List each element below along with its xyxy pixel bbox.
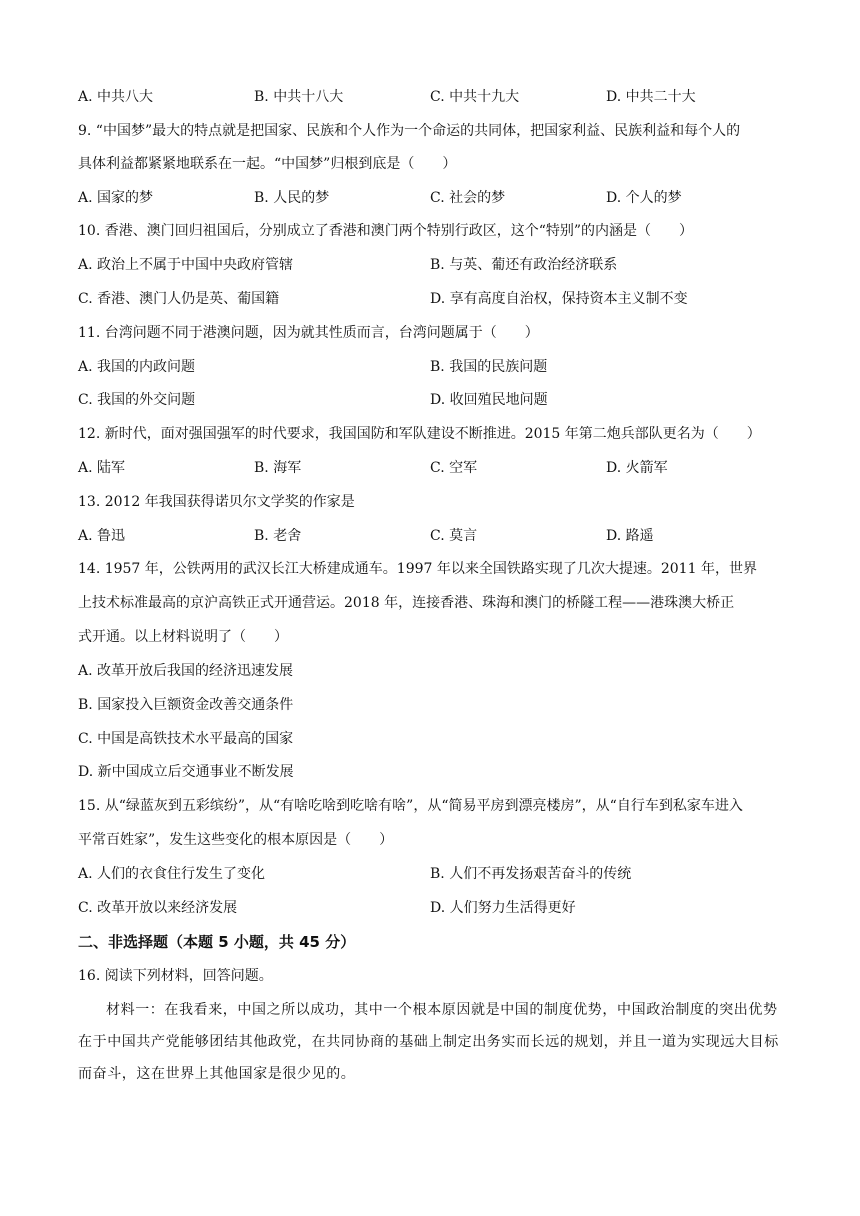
q15-option-b: B. 人们不再发扬艰苦奋斗的传统 bbox=[430, 866, 632, 882]
q13-option-d: D. 路遥 bbox=[606, 528, 654, 544]
q14-stem-line3: 式开通。以上材料说明了（ ） bbox=[78, 629, 288, 645]
q13-option-a: A. 鲁迅 bbox=[78, 528, 126, 544]
q12-option-d: D. 火箭军 bbox=[606, 460, 668, 476]
section-heading: 二、非选择题（本题 5 小题，共 45 分） bbox=[78, 933, 356, 951]
q9-stem-line2: 具体利益都紧紧地联系在一起。“中国梦”归根到底是（ ） bbox=[78, 156, 457, 172]
q9-option-c: C. 社会的梦 bbox=[430, 190, 506, 206]
q15-options-row2 bbox=[78, 898, 778, 918]
q8-option-c: C. 中共十九大 bbox=[430, 89, 520, 105]
q9-option-d: D. 个人的梦 bbox=[606, 190, 682, 206]
q14-option-b: B. 国家投入巨额资金改善交通条件 bbox=[78, 697, 294, 713]
q13-option-b: B. 老舍 bbox=[254, 528, 302, 544]
q16-stem: 16. 阅读下列材料，回答问题。 bbox=[78, 968, 273, 984]
q12-option-b: B. 海军 bbox=[254, 460, 302, 476]
q9-options bbox=[78, 188, 778, 208]
q11-option-d: D. 收回殖民地问题 bbox=[430, 392, 548, 408]
q10-option-b: B. 与英、葡还有政治经济联系 bbox=[430, 257, 618, 273]
q11-stem: 11. 台湾问题不同于港澳问题，因为就其性质而言，台湾问题属于（ ） bbox=[78, 325, 539, 341]
q11-options-row2 bbox=[78, 390, 778, 410]
q14-option-d: D. 新中国成立后交通事业不断发展 bbox=[78, 764, 294, 780]
q10-option-c: C. 香港、澳门人仍是英、葡国籍 bbox=[78, 291, 280, 307]
q9-option-b: B. 人民的梦 bbox=[254, 190, 330, 206]
q13-option-c: C. 莫言 bbox=[430, 528, 478, 544]
q13-options bbox=[78, 526, 778, 546]
q10-options-row1 bbox=[78, 255, 778, 275]
q12-option-a: A. 陆军 bbox=[78, 460, 126, 476]
q16-material-1-text: 材料一：在我看来，中国之所以成功，其中一个根本原因就是中国的制度优势，中国政治制度的突出优势在于中国共产党能够团结其他政党，在共同协商的基础上制定出务实而长远的规划，并且一道为实现远大目标而奋斗，这在世界上其他国家是很少见的。 bbox=[78, 1002, 779, 1082]
q9-stem-line1: 9. “中国梦”最大的特点就是把国家、民族和个人作为一个命运的共同体，把国家利益、民族利益和每个人的 bbox=[78, 123, 741, 139]
q10-option-d: D. 享有高度自治权，保持资本主义制不变 bbox=[430, 291, 688, 307]
q14-option-a: A. 改革开放后我国的经济迅速发展 bbox=[78, 663, 294, 679]
q11-option-b: B. 我国的民族问题 bbox=[430, 359, 548, 375]
q15-stem-line1: 15. 从“绿蓝灰到五彩缤纷”，从“有啥吃啥到吃啥有啥”，从“简易平房到漂亮楼房”，从“自行车到私家车进入 bbox=[78, 798, 743, 814]
q12-stem: 12. 新时代，面对强国强军的时代要求，我国国防和军队建设不断推进。2015 年第二炮兵部队更名为（ ） bbox=[78, 426, 761, 442]
q15-option-c: C. 改革开放以来经济发展 bbox=[78, 900, 238, 916]
q11-options-row1 bbox=[78, 357, 778, 377]
q11-option-a: A. 我国的内政问题 bbox=[78, 359, 196, 375]
q8-option-a: A. 中共八大 bbox=[78, 89, 154, 105]
q8-options bbox=[78, 87, 778, 107]
q10-options-row2 bbox=[78, 289, 778, 309]
q14-stem-line2: 上技术标准最高的京沪高铁正式开通营运。2018 年，连接香港、珠海和澳门的桥隧工程——港珠澳大桥正 bbox=[78, 595, 735, 611]
q12-option-c: C. 空军 bbox=[430, 460, 478, 476]
q14-option-c: C. 中国是高铁技术水平最高的国家 bbox=[78, 731, 294, 747]
q15-options-row1 bbox=[78, 864, 778, 884]
q15-stem-line2: 平常百姓家”，发生这些变化的根本原因是（ ） bbox=[78, 832, 394, 848]
q10-option-a: A. 政治上不属于中国中央政府管辖 bbox=[78, 257, 294, 273]
q14-stem-line1: 14. 1957 年，公铁两用的武汉长江大桥建成通车。1997 年以来全国铁路实现了几次大提速。2011 年，世界 bbox=[78, 561, 757, 577]
q8-option-d: D. 中共二十大 bbox=[606, 89, 696, 105]
q11-option-c: C. 我国的外交问题 bbox=[78, 392, 196, 408]
q10-stem: 10. 香港、澳门回归祖国后，分别成立了香港和澳门两个特别行政区，这个“特别”的内涵是（ ） bbox=[78, 223, 694, 239]
q8-option-b: B. 中共十八大 bbox=[254, 89, 344, 105]
q16-material-1 bbox=[78, 994, 780, 1090]
q13-stem: 13. 2012 年我国获得诺贝尔文学奖的作家是 bbox=[78, 494, 355, 510]
q15-option-a: A. 人们的衣食住行发生了变化 bbox=[78, 866, 266, 882]
q12-options bbox=[78, 458, 778, 478]
q15-option-d: D. 人们努力生活得更好 bbox=[430, 900, 576, 916]
q9-option-a: A. 国家的梦 bbox=[78, 190, 154, 206]
